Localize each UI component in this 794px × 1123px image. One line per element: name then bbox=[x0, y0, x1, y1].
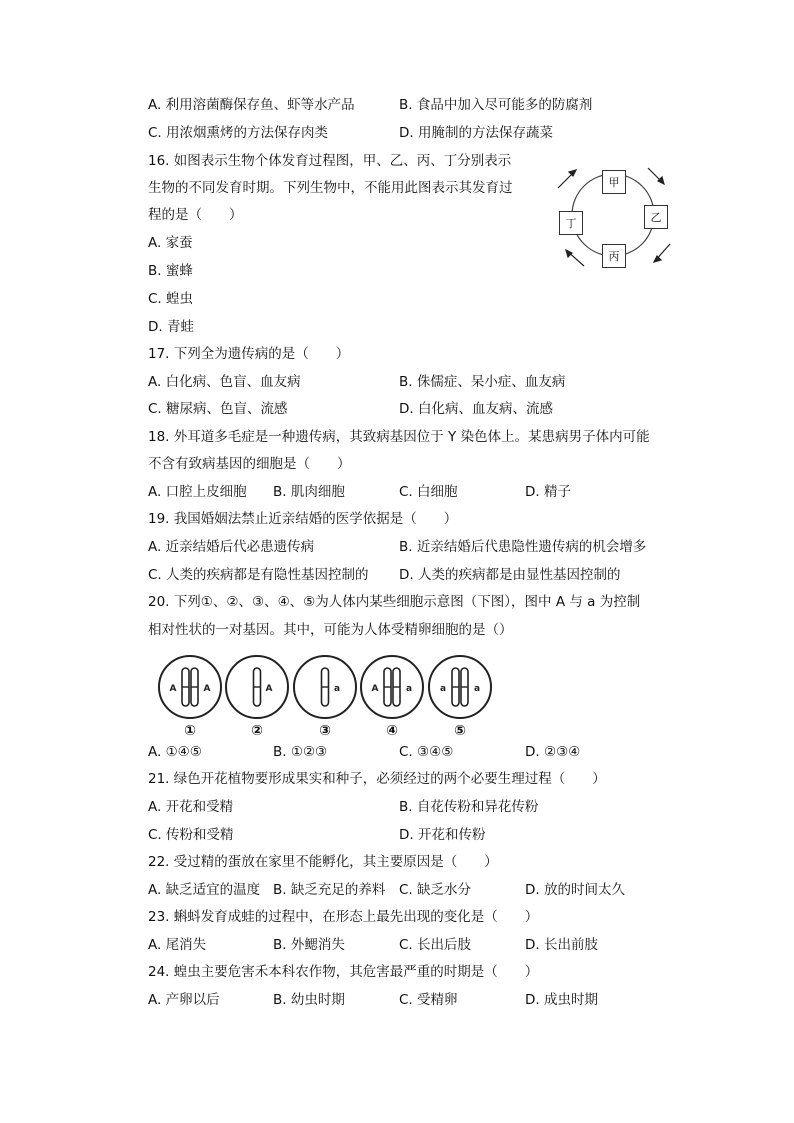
q17-option-d: D. 白化病、血友病、流感 bbox=[399, 401, 553, 417]
q19-stem: 19. 我国婚姻法禁止近亲结婚的医学依据是（ ） bbox=[148, 511, 458, 527]
cell-5-gene-left: a bbox=[439, 684, 447, 694]
q17-option-c: C. 糖尿病、色盲、流感 bbox=[148, 401, 288, 417]
q21-stem: 21. 绿色开花植物要形成果实和种子，必须经过的两个必要生理过程（ ） bbox=[148, 771, 606, 787]
q21-option-b: B. 自花传粉和异花传粉 bbox=[399, 799, 539, 815]
q24-option-a: A. 产卵以后 bbox=[148, 992, 220, 1008]
q23-stem: 23. 蝌蚪发育成蛙的过程中，在形态上最先出现的变化是（ ） bbox=[148, 909, 539, 925]
q23-option-a: A. 尾消失 bbox=[148, 937, 207, 953]
q17-option-b: B. 侏儒症、呆小症、血友病 bbox=[399, 374, 566, 390]
cell-3-gene-right: a bbox=[333, 684, 341, 694]
q16-stem-line1: 16. 如图表示生物个体发育过程图，甲、乙、丙、丁分别表示 bbox=[148, 153, 512, 169]
cell-4-gene-right: a bbox=[405, 684, 413, 694]
q16-option-c: C. 蝗虫 bbox=[148, 291, 194, 307]
q15-option-b: B. 食品中加入尽可能多的防腐剂 bbox=[399, 97, 593, 113]
cell-4-gene-left: A bbox=[371, 684, 379, 694]
q22-option-d: D. 放的时间太久 bbox=[525, 882, 625, 898]
q18-option-d: D. 精子 bbox=[525, 484, 571, 500]
cell-diagrams-figure bbox=[155, 654, 505, 738]
cell-1-gene-right: A bbox=[203, 684, 211, 694]
q17-option-a: A. 白化病、色盲、血友病 bbox=[148, 374, 301, 390]
q22-option-c: C. 缺乏水分 bbox=[399, 882, 472, 898]
q16-stem-line2: 生物的不同发育时期。下列生物中，不能用此图表示其发育过 bbox=[148, 180, 513, 196]
q15-option-c: C. 用浓烟熏烤的方法保存肉类 bbox=[148, 125, 329, 141]
q18-option-a: A. 口腔上皮细胞 bbox=[148, 484, 247, 500]
cell-4-number: ④ bbox=[386, 723, 398, 738]
cell-2-number: ② bbox=[251, 723, 263, 738]
q22-option-b: B. 缺乏充足的养料 bbox=[273, 882, 386, 898]
q18-stem-line1: 18. 外耳道多毛症是一种遗传病，其致病基因位于 Y 染色体上。某患病男子体内可能 bbox=[148, 429, 650, 445]
q16-option-d: D. 青蛙 bbox=[148, 319, 194, 335]
cell-1-gene-left: A bbox=[169, 684, 177, 694]
q18-stem-line2: 不含有致病基因的细胞是（ ） bbox=[148, 456, 351, 472]
q16-stem-line3: 程的是（ ） bbox=[148, 207, 243, 223]
stage-box-right: 乙 bbox=[644, 205, 668, 229]
q18-option-c: C. 白细胞 bbox=[399, 484, 458, 500]
cell-5 bbox=[429, 656, 491, 718]
q21-option-a: A. 开花和受精 bbox=[148, 799, 234, 815]
q16-option-a: A. 家蚕 bbox=[148, 235, 193, 251]
cell-3-number: ③ bbox=[319, 723, 331, 738]
q19-option-b: B. 近亲结婚后代患隐性遗传病的机会增多 bbox=[399, 539, 647, 555]
q20-stem-line1: 20. 下列①、②、③、④、⑤为人体内某些细胞示意图（下图），图中 A 与 a 为控制 bbox=[148, 594, 641, 610]
cell-5-number: ⑤ bbox=[454, 723, 466, 738]
cell-5-gene-right: a bbox=[473, 684, 481, 694]
q15-option-a: A. 利用溶菌酶保存鱼、虾等水产品 bbox=[148, 97, 355, 113]
q16-option-b: B. 蜜蜂 bbox=[148, 263, 193, 279]
q22-stem: 22. 受过精的蛋放在家里不能孵化，其主要原因是（ ） bbox=[148, 854, 498, 870]
development-cycle-diagram bbox=[552, 158, 682, 276]
q23-option-b: B. 外鳃消失 bbox=[273, 937, 345, 953]
q20-option-d: D. ②③④ bbox=[525, 744, 581, 760]
q23-option-d: D. 长出前肢 bbox=[525, 937, 598, 953]
q15-option-d: D. 用腌制的方法保存蔬菜 bbox=[399, 125, 553, 141]
q17-stem: 17. 下列全为遗传病的是（ ） bbox=[148, 346, 350, 362]
stage-box-bottom: 丙 bbox=[602, 244, 626, 268]
q24-stem: 24. 蝗虫主要危害禾本科农作物，其危害最严重的时期是（ ） bbox=[148, 964, 539, 980]
q20-option-a: A. ①④⑤ bbox=[148, 744, 202, 760]
q19-option-c: C. 人类的疾病都是有隐性基因控制的 bbox=[148, 567, 369, 583]
q24-option-d: D. 成虫时期 bbox=[525, 992, 598, 1008]
q20-option-b: B. ①②③ bbox=[273, 744, 328, 760]
stage-box-top: 甲 bbox=[602, 170, 626, 194]
cell-2-gene-right: A bbox=[265, 684, 273, 694]
q20-option-c: C. ③④⑤ bbox=[399, 744, 454, 760]
cell-1 bbox=[159, 656, 221, 718]
q21-option-d: D. 开花和传粉 bbox=[399, 827, 486, 843]
q19-option-d: D. 人类的疾病都是由显性基因控制的 bbox=[399, 567, 621, 583]
q22-option-a: A. 缺乏适宜的温度 bbox=[148, 882, 261, 898]
cell-1-number: ① bbox=[184, 723, 196, 738]
cell-4 bbox=[361, 656, 423, 718]
q23-option-c: C. 长出后肢 bbox=[399, 937, 472, 953]
stage-box-left: 丁 bbox=[559, 211, 583, 235]
q18-option-b: B. 肌肉细胞 bbox=[273, 484, 345, 500]
q20-stem-line2: 相对性状的一对基因。其中，可能为人体受精卵细胞的是（） bbox=[148, 622, 513, 638]
q19-option-a: A. 近亲结婚后代必患遗传病 bbox=[148, 539, 315, 555]
q24-option-c: C. 受精卵 bbox=[399, 992, 458, 1008]
q21-option-c: C. 传粉和受精 bbox=[148, 827, 234, 843]
q24-option-b: B. 幼虫时期 bbox=[273, 992, 345, 1008]
